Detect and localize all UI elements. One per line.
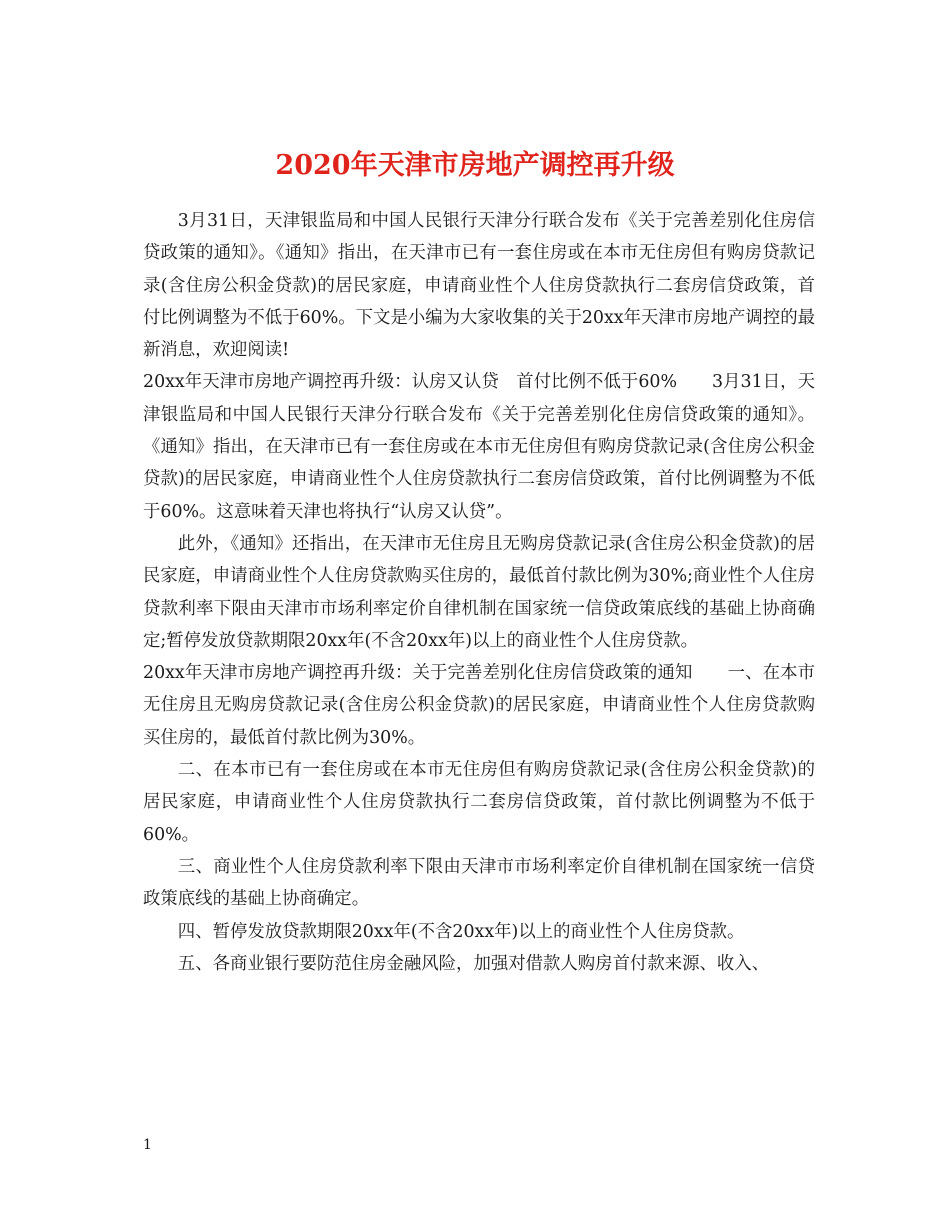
paragraph-headline-1: 20xx年天津市房地产调控再升级：认房又认贷 首付比例不低于60% 3月31日，天津银监局和中国人民银行天津分行联合发布《关于完善差别化住房信贷政策的通知》。《通知》指出，在天津市已有一套住房或在本市无住房但有购房贷款记录(含住房公积金贷款)的居民家庭，申请商业性个人住房贷款执行二套房信贷政策，首付比例调整为不低于60%。这意味着天津也将执行“认房又认贷”。 [143, 372, 815, 522]
document-title: 2020年天津市房地产调控再升级 [275, 150, 675, 182]
paragraph-additional: 此外，《通知》还指出，在天津市无住房且无购房贷款记录(含住房公积金贷款)的居民家庭，申请商业性个人住房贷款购买住房的，最低首付款比例为30%;商业性个人住房贷款利率下限由天津市市场利率定价自律机制在国家统一信贷政策底线的基础上协商确定;暂停发放贷款期限20xx年(不含20xx年)以上的商业性个人住房贷款。 [143, 533, 815, 651]
paragraph-item-5: 五、各商业银行要防范住房金融风险，加强对借款人购房首付款来源、收入、 [177, 953, 770, 974]
paragraph-intro: 3月31日，天津银监局和中国人民银行天津分行联合发布《关于完善差别化住房信贷政策的通知》。《通知》指出，在天津市已有一套住房或在本市无住房但有购房贷款记录(含住房公积金贷款)的居民家庭，申请商业性个人住房贷款执行二套房信贷政策，首付比例调整为不低于60%。下文是小编为大家收集的关于20xx年天津市房地产调控的最新消息，欢迎阅读! [143, 211, 815, 361]
document-body [143, 205, 815, 980]
paragraph-item-2: 二、在本市已有一套住房或在本市无住房但有购房贷款记录(含住房公积金贷款)的居民家庭，申请商业性个人住房贷款执行二套房信贷政策，首付款比例调整为不低于60%。 [143, 760, 815, 845]
paragraph-item-3: 三、商业性个人住房贷款利率下限由天津市市场利率定价自律机制在国家统一信贷政策底线的基础上协商确定。 [143, 856, 815, 910]
paragraph-item-4: 四、暂停发放贷款期限20xx年(不含20xx年)以上的商业性个人住房贷款。 [177, 921, 745, 942]
page-number: 1 [143, 1137, 152, 1153]
paragraph-headline-2: 20xx年天津市房地产调控再升级：关于完善差别化住房信贷政策的通知 一、在本市无住房且无购房贷款记录(含住房公积金贷款)的居民家庭，申请商业性个人住房贷款购买住房的，最低首付款比例为30%。 [143, 663, 815, 748]
